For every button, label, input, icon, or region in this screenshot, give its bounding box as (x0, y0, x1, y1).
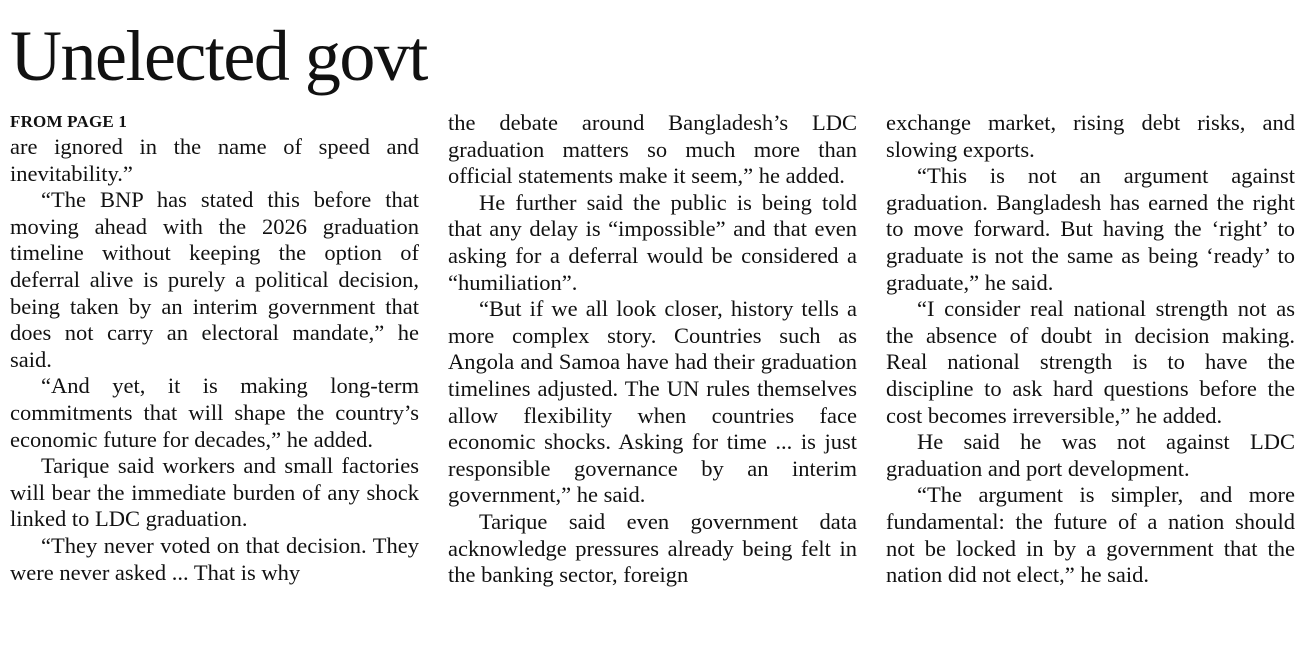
paragraph: Tarique said workers and small factories will bear the immediate burden of any shock linked to LDC graduation. (10, 453, 419, 532)
paragraph: exchange market, rising debt risks, and slowing exports. (886, 110, 1295, 162)
article-column-2 (448, 110, 857, 589)
paragraph: Tarique said even government data acknowledge pressures already being felt in the banking sector, foreign (448, 508, 857, 588)
article-column-1 (10, 110, 419, 586)
article-column-3 (886, 110, 1295, 589)
paragraph: “The argument is simpler, and more fundamental: the future of a nation should not be locked in by a government that the nation did not elect,” he said. (886, 482, 1295, 588)
paragraph: “I consider real national strength not as the absence of doubt in decision making. Real national strength is to have the discipline to ask hard questions before the cost becomes irreversible,” he added. (886, 296, 1295, 428)
paragraph: the debate around Bangladesh’s LDC graduation matters so much more than official statements make it seem,” he added. (448, 110, 857, 189)
kicker-label: FROM PAGE 1 (10, 112, 128, 131)
headline: Unelected govt (10, 16, 427, 96)
article-body (10, 110, 1296, 650)
paragraph: “And yet, it is making long-term commitments that will shape the country’s economic future for decades,” he added. (10, 373, 419, 452)
paragraph: He said he was not against LDC graduation and port development. (886, 429, 1295, 481)
paragraph: “The BNP has stated this before that moving ahead with the 2026 graduation timeline without keeping the option of deferral alive is purely a political decision, being taken by an interim government that does not carry an electoral mandate,” he said. (10, 187, 419, 372)
paragraph: are ignored in the name of speed and inevitability.” (10, 134, 419, 186)
paragraph: He further said the public is being told that any delay is “impossible” and that even asking for a deferral would be considered a “humiliation”. (448, 189, 857, 295)
paragraph: “They never voted on that decision. They were never asked ... That is why (10, 532, 419, 585)
paragraph: “This is not an argument against graduation. Bangladesh has earned the right to move forward. But having the ‘right’ to graduate is not the same as being ‘ready’ to graduate,” he said. (886, 163, 1295, 295)
paragraph: “But if we all look closer, history tells a more complex story. Countries such as Angola and Samoa have had their graduation timelines adjusted. The UN rules themselves allow flexibility when countries face economic shocks. Asking for time ... is just responsible governance by an interim government,” he said. (448, 296, 857, 508)
